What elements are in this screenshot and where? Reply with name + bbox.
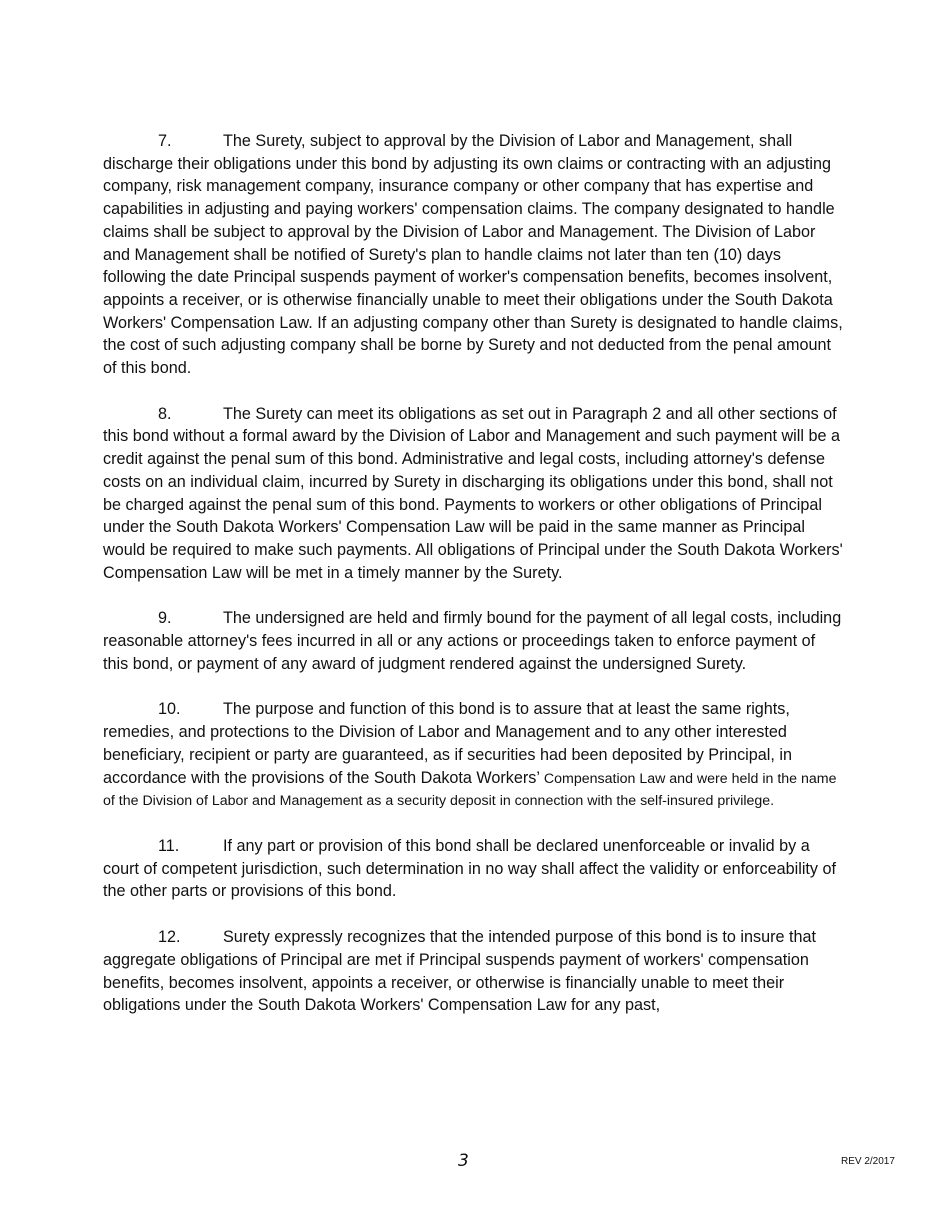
paragraph-text: Surety expressly recognizes that the intended purpose of this bond is to insure that aggregate obligations of Principal are met if Principal suspends payment of workers' compensation benefits, becomes insolvent, appoints a receiver, or otherwise is financially unable to meet their obligations under the South Dakota Workers' Compensation Law for any past,	[103, 928, 816, 1015]
paragraph-8	[103, 403, 843, 585]
paragraph-9	[103, 607, 843, 675]
paragraph-text: The Surety can meet its obligations as set out in Paragraph 2 and all other sections of this bond without a formal award by the Division of Labor and Management and such payment will be a credit against the penal sum of this bond. Administrative and legal costs, including attorney's defense costs on an individual claim, incurred by Surety in discharging its obligations under this bond, shall not be charged against the penal sum of this bond. Payments to workers or other obligations of Principal under the South Dakota Workers' Compensation Law will be paid in the same manner as Principal would be required to make such payments. All obligations of Principal under the South Dakota Workers' Compensation Law will be met in a timely manner by the Surety.	[103, 404, 843, 582]
page-number: 3	[458, 1151, 469, 1171]
paragraph-text: The Surety, subject to approval by the Division of Labor and Management, shall discharge their obligations under this bond by adjusting its own claims or contracting with an adjusting company, risk management company, insurance company or other company that has expertise and capabilities in adjusting and paying workers' compensation claims. The company designated to handle claims shall be subject to approval by the Division of Labor and Management. The Division of Labor and Management shall be notified of Surety's plan to handle claims not later than ten (10) days following the date Principal suspends payment of worker's compensation benefits, becomes insolvent, appoints a receiver, or is otherwise financially unable to meet their obligations under the South Dakota Workers' Compensation Law. If an adjusting company other than Surety is designated to handle claims, the cost of such adjusting company shall be borne by Surety and not deducted from the penal amount of this bond.	[103, 132, 843, 378]
paragraph-10	[103, 698, 843, 812]
paragraph-7	[103, 130, 843, 380]
paragraph-number: 8.	[158, 404, 172, 423]
paragraph-number: 12.	[158, 928, 181, 947]
paragraph-11	[103, 835, 843, 903]
document-body	[103, 130, 843, 1040]
paragraph-12	[103, 926, 843, 1017]
paragraph-text: The undersigned are held and firmly bound for the payment of all legal costs, including reasonable attorney's fees incurred in all or any actions or proceedings taken to enforce payment of this bond, or payment of any award of judgment rendered against the undersigned Surety.	[103, 609, 842, 673]
paragraph-number: 7.	[158, 132, 172, 150]
paragraph-number: 9.	[158, 609, 172, 628]
paragraph-text: The purpose and function of this bond is to assure that at least the same rights, remedies, and protections to the Division of Labor and Management and to any other interested beneficiary, recipient or party are guaranteed, as if securities had been deposited by Principal, in accordance with the provisions of the South Dakota Workers’	[103, 700, 792, 787]
paragraph-text-small: Compensation Law and were held in the name of the Division of Labor and Management as a security deposit in connection with the self-insured privilege.	[103, 770, 837, 810]
revision-label: REV 2/2017	[841, 1156, 895, 1167]
paragraph-number: 11.	[158, 836, 180, 855]
paragraph-text: If any part or provision of this bond shall be declared unenforceable or invalid by a court of competent jurisdiction, such determination in no way shall affect the validity or enforceability of the other parts or provisions of this bond.	[103, 836, 837, 901]
paragraph-number: 10.	[158, 700, 181, 719]
